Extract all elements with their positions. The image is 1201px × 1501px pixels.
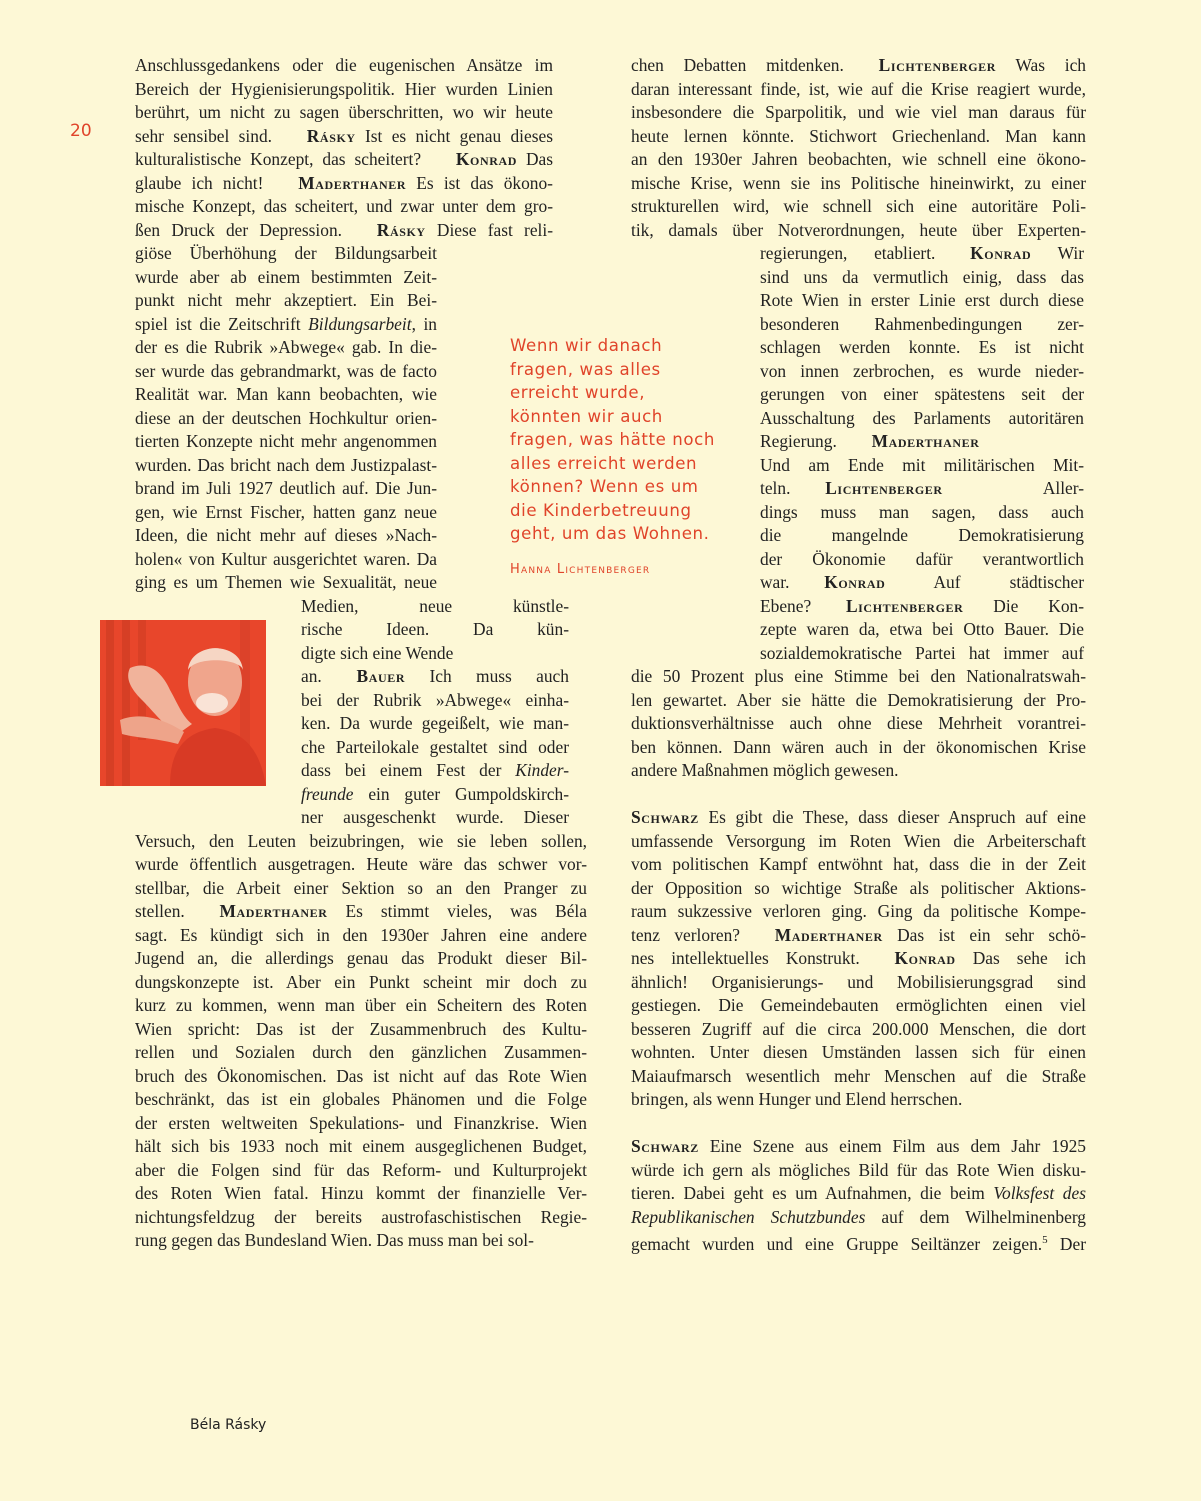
- line-text: der Ökonomie dafür verantwortlich: [760, 548, 1084, 569]
- text-line: [301, 595, 569, 619]
- text-line: [631, 689, 1086, 713]
- line-text: besonderen Rahmenbedingungen zer-: [760, 313, 1084, 334]
- line-text: von innen zerbrochen, es wurde nieder-: [760, 360, 1084, 381]
- line-text: che Parteilokale gestaltet sind oder: [301, 736, 569, 757]
- text-line: [301, 759, 569, 783]
- line-text: diese an der deutschen Hochkultur orien-: [135, 407, 437, 428]
- text-line: [135, 266, 437, 290]
- line-text-rest: Diese fast reli-: [436, 219, 553, 240]
- line-text: hält sich bis 1933 noch mit einem ausgeglichenen Budget,: [135, 1136, 587, 1156]
- line-text-rest: Aller-: [1042, 478, 1084, 498]
- text-line: [135, 830, 587, 854]
- line-text: rung gegen das Bundesland Wien. Das muss man bei sol-: [135, 1230, 534, 1250]
- line-text: Anschlussgedankens oder die eugenischen Ansätze im: [135, 55, 553, 75]
- text-line: [760, 595, 1084, 619]
- line-text: tieren. Dabei geht es um Aufnahmen, die beim: [631, 1183, 994, 1203]
- text-line: [135, 1065, 587, 1089]
- text-line: [135, 101, 553, 125]
- line-text: zepte waren da, etwa bei Otto Bauer. Die: [760, 619, 1084, 639]
- line-text: len gewartet. Aber sie hätte die Demokratisierung der Pro-: [631, 689, 1086, 710]
- quote-line: könnten wir auch: [510, 406, 663, 426]
- speaker-name: Konrad: [455, 149, 518, 169]
- line-text: sehr sensibel sind.: [135, 125, 272, 146]
- text-line: [631, 830, 1086, 854]
- text-line: [631, 1065, 1086, 1089]
- line-text: wurden. Das bricht nach dem Justizpalast-: [135, 454, 437, 475]
- line-text: stellbar, die Arbeit einer Sektion so an den Pranger zu: [135, 877, 587, 898]
- text-line: [135, 900, 587, 924]
- text-line: [631, 172, 1086, 196]
- line-text: Bereich der Hygienisierungspolitik. Hier wurden Linien: [135, 78, 553, 99]
- line-text: andere Maßnahmen möglich gewesen.: [631, 760, 899, 780]
- line-text: ken. Da wurde gegeißelt, wie man-: [301, 713, 569, 733]
- line-text: vom politischen Kampf entwöhnt hat, dass die in der Zeit: [631, 854, 1086, 874]
- text-line: [631, 148, 1086, 172]
- line-text: bruch des Ökonomischen. Das ist nicht auf das Rote Wien: [135, 1065, 587, 1086]
- line-text-rest: Eine Szene aus einem Film aus dem Jahr 1925: [709, 1136, 1086, 1156]
- text-line: [135, 383, 437, 407]
- speaker-name: Schwarz: [631, 1136, 699, 1156]
- text-line: [631, 195, 1086, 219]
- line-text-rest: auf dem Wilhelminenberg: [865, 1206, 1086, 1227]
- speaker-name: Maderthaner: [774, 924, 883, 945]
- line-text-rest: Es gibt die These, dass dieser Anspruch auf eine: [708, 807, 1086, 827]
- line-text: ser wurde das gebrandmarkt, was de facto: [135, 360, 437, 381]
- line-text: an den 1930er Jahren beobachten, wie schnell eine ökono-: [631, 149, 1086, 169]
- text-line: [135, 454, 437, 478]
- text-line: [301, 665, 569, 689]
- text-line: [631, 877, 1086, 901]
- line-text: spiel ist die Zeitschrift: [135, 313, 309, 334]
- speaker-name: Lichtenberger: [878, 55, 997, 75]
- text-line: [760, 642, 1084, 666]
- text-line: [631, 736, 1086, 760]
- line-text: heute lernen könnte. Stichwort Griechenland. Man kann: [631, 125, 1086, 146]
- text-line: [631, 947, 1086, 971]
- line-text: regierungen, etabliert.: [760, 243, 936, 263]
- line-text: holen« von Kultur ausgerichtet waren. Da: [135, 548, 437, 569]
- line-text: würde ich gern als mögliches Bild für das Rote Wien disku-: [631, 1159, 1086, 1180]
- pull-quote-author: Hanna Lichtenberger: [510, 562, 651, 577]
- line-text: gen, wie Ernst Fischer, hatten ganz neue: [135, 501, 437, 522]
- text-line: [760, 407, 1084, 431]
- text-line: [135, 501, 437, 525]
- text-line: [135, 195, 553, 219]
- line-text: duktionsverhältnisse auch ohne diese Mehrheit vorantrei-: [631, 713, 1086, 733]
- line-text: Medien, neue künstle-: [301, 595, 569, 616]
- pull-quote: [510, 334, 720, 546]
- line-text: gemacht wurden und eine Gruppe Seiltänzer zeigen.: [631, 1233, 1043, 1254]
- line-text: wurde aber ab einem bestimmten Zeit-: [135, 266, 437, 287]
- line-text: Und am Ende mit militärischen Mit-: [760, 454, 1084, 475]
- line-text-rest: Das sehe ich: [972, 948, 1087, 968]
- italic-title: Bildungsarbeit: [308, 313, 412, 334]
- text-line: [135, 1182, 587, 1206]
- text-line: [631, 1159, 1086, 1183]
- text-line: [135, 947, 587, 971]
- italic-title: freunde: [301, 783, 354, 804]
- text-line: [135, 877, 587, 901]
- line-text: Jugend an, die allerdings genau das Produkt dieser Bil-: [135, 948, 587, 968]
- line-text: bringen, als wenn Hunger und Elend herrschen.: [631, 1089, 963, 1109]
- quote-line: alles erreicht werden: [510, 453, 698, 473]
- line-text: beschränkt, das ist ein globales Phänomen und die Folge: [135, 1089, 587, 1109]
- speaker-name: Lichtenberger: [845, 595, 964, 616]
- text-line: [631, 1182, 1086, 1206]
- text-line: [135, 1229, 587, 1253]
- text-line: [760, 266, 1084, 290]
- line-text: die 50 Prozent plus eine Stimme bei den Nationalratswah-: [631, 666, 1086, 686]
- text-line: [760, 313, 1084, 337]
- footnote-ref: 5: [1042, 1234, 1048, 1246]
- line-text: ging es um Themen wie Sexualität, neue: [135, 572, 437, 592]
- text-line: [135, 548, 437, 572]
- line-text: dungskonzepte ist. Aber ein Punkt scheint mir doch zu: [135, 971, 587, 992]
- text-line: [760, 571, 1084, 595]
- portrait-illustration: [100, 620, 266, 786]
- text-line: [631, 1041, 1086, 1065]
- line-text: insbesondere die Sparpolitik, und wie viel man daraus für: [631, 102, 1086, 122]
- line-text: Rote Wien in erster Linie erst durch diese: [760, 290, 1084, 310]
- text-line: [135, 125, 553, 149]
- page-number: 20: [70, 121, 92, 141]
- text-line: [760, 548, 1084, 572]
- line-text: kulturalistische Konzept, das scheitert?: [135, 149, 422, 169]
- line-text: brand im Juli 1927 deutlich auf. Die Jun-: [135, 478, 437, 498]
- text-line: [135, 360, 437, 384]
- line-text-rest: Es stimmt vieles, was Béla: [345, 901, 587, 921]
- line-text: sagt. Es kündigt sich in den 1930er Jahren eine andere: [135, 924, 587, 945]
- line-text-rest: Das: [525, 149, 553, 169]
- quote-line: geht, um das Wohnen.: [510, 524, 710, 543]
- line-text: sind uns da vermutlich einig, dass das: [760, 266, 1084, 287]
- line-text-rest: Ist es nicht genau dieses: [365, 125, 553, 146]
- text-line: [631, 1088, 1086, 1112]
- line-text: rellen und Sozialen durch den gänzlichen Zusammen-: [135, 1042, 587, 1062]
- line-text: teln.: [760, 478, 791, 498]
- line-text-rest: Der: [1047, 1233, 1086, 1254]
- text-line: [760, 454, 1084, 478]
- text-line: [760, 360, 1084, 384]
- line-text: sozialdemokratische Partei hat immer auf: [760, 642, 1084, 663]
- text-line: [760, 501, 1084, 525]
- text-line: [631, 54, 1086, 78]
- text-line: [631, 759, 1086, 783]
- text-line: [631, 900, 1086, 924]
- quote-line: fragen, was hätte noch: [510, 430, 715, 449]
- speaker-name: Konrad: [970, 243, 1032, 263]
- text-line: [135, 430, 437, 454]
- line-text: tenz verloren?: [631, 924, 740, 945]
- line-text: glaube ich nicht!: [135, 172, 264, 193]
- text-line: [760, 383, 1084, 407]
- speaker-name: Maderthaner: [298, 172, 407, 193]
- line-text: gestiegen. Die Gemeindebauten ermöglichten einen viel: [631, 995, 1086, 1015]
- line-text: die mangelnde Demokratisierung: [760, 525, 1084, 545]
- text-line: [135, 477, 437, 501]
- italic-title: Volksfest des: [993, 1183, 1086, 1203]
- line-text: bei der Rubrik »Abwege« einha-: [301, 689, 569, 710]
- text-line: [135, 1159, 587, 1183]
- text-line: [135, 1088, 587, 1112]
- text-line: [760, 336, 1084, 360]
- quote-line: können? Wenn es um: [510, 477, 699, 496]
- line-text: mische Krise, wenn sie ins Politische hineinwirkt, zu einer: [631, 172, 1086, 193]
- line-text: chen Debatten mitdenken.: [631, 55, 844, 75]
- text-line: [301, 642, 569, 666]
- text-line: [135, 1041, 587, 1065]
- text-line: [631, 219, 1086, 243]
- text-line: [631, 853, 1086, 877]
- text-line: [135, 148, 553, 172]
- line-text: besseren Zugriff auf die circa 200.000 Menschen, die dort: [631, 1018, 1086, 1039]
- line-text: Wien spricht: Das ist der Zusammenbruch des Kultu-: [135, 1018, 587, 1039]
- line-text: nichtungsfeldzug der bereits austrofaschistischen Regie-: [135, 1206, 587, 1227]
- line-text: kurz zu kommen, wenn man über ein Scheitern des Roten: [135, 995, 587, 1015]
- speaker-name: Rásky: [306, 125, 356, 146]
- italic-title: Republikanischen Schutzbundes: [631, 1206, 866, 1227]
- text-line: [631, 924, 1086, 948]
- line-text: ben können. Dann wären auch in der ökonomischen Krise: [631, 736, 1086, 757]
- line-text: Regierung.: [760, 431, 837, 451]
- line-text-rest: Das ist ein sehr schö-: [897, 924, 1086, 945]
- quote-line: erreicht wurde,: [510, 383, 646, 402]
- text-line: [135, 289, 437, 313]
- line-text: berührt, um nicht zu sagen überschritten, wo wir heute: [135, 102, 553, 122]
- text-line: [631, 712, 1086, 736]
- line-text: digte sich eine Wende: [301, 642, 454, 663]
- line-text-rest: Auf städtischer: [933, 572, 1084, 592]
- speaker-name: Konrad: [894, 948, 956, 968]
- line-text: tik, damals über Notverordnungen, heute über Experten-: [631, 219, 1086, 240]
- line-text: an.: [301, 666, 322, 686]
- text-line: [135, 219, 553, 243]
- line-text: war.: [760, 572, 790, 592]
- line-text: giöse Überhöhung der Bildungsarbeit: [135, 243, 437, 263]
- quote-line: fragen, was alles: [510, 359, 661, 379]
- speaker-name: Bauer: [356, 666, 406, 686]
- text-line: [760, 430, 1084, 454]
- portrait-photo: [100, 620, 266, 786]
- speaker-name: Rásky: [376, 219, 426, 240]
- text-line: [135, 1018, 587, 1042]
- line-text: des Roten Wien fatal. Hinzu kommt der finanzielle Ver-: [135, 1183, 587, 1203]
- text-line: [631, 125, 1086, 149]
- line-text: dings muss man sagen, dass auch: [760, 501, 1084, 522]
- speaker-name: Konrad: [824, 572, 886, 592]
- line-text: wohnten. Unter diesen Umständen lassen sich für einen: [631, 1042, 1086, 1062]
- line-text: strukturellen wird, wie schnell sich eine autoritäre Poli-: [631, 196, 1086, 216]
- line-text: Maiaufmarsch wesentlich mehr Menschen auf die Straße: [631, 1065, 1086, 1086]
- line-text: dass bei einem Fest der: [301, 760, 516, 780]
- line-text: aber die Folgen sind für das Reform- und Kulturprojekt: [135, 1159, 587, 1180]
- text-line: [631, 971, 1086, 995]
- text-line: [760, 618, 1084, 642]
- italic-title: Kinder-: [515, 760, 569, 780]
- text-line: [135, 853, 587, 877]
- line-text: Realität war. Man kann beobachten, wie: [135, 384, 437, 404]
- line-text: daran interessant finde, ist, wie auf die Krise reagiert wurde,: [631, 78, 1086, 99]
- text-line: [631, 1229, 1086, 1253]
- text-line: [301, 806, 569, 830]
- line-text: wurde öffentlich ausgetragen. Heute wäre das schwer vor-: [135, 854, 587, 874]
- line-text-rest: Es ist das ökono-: [416, 172, 553, 193]
- speaker-name: Maderthaner: [871, 431, 980, 451]
- text-line: [301, 736, 569, 760]
- text-line: [135, 1135, 587, 1159]
- line-text: mische Konzept, das scheitert, und zwar unter dem gro-: [135, 196, 553, 216]
- line-text: schlagen werden konnte. Es ist nicht: [760, 337, 1084, 357]
- text-line: [631, 101, 1086, 125]
- text-line: [135, 1112, 587, 1136]
- line-text-rest: Was ich: [1015, 55, 1086, 75]
- line-text: ßen Druck der Depression.: [135, 219, 342, 240]
- text-line: [301, 712, 569, 736]
- text-line: [631, 806, 1086, 830]
- line-text: umfassende Versorgung im Roten Wien die Arbeiterschaft: [631, 830, 1086, 851]
- text-line: [135, 571, 437, 595]
- text-line: [135, 172, 553, 196]
- text-line: [301, 783, 569, 807]
- speaker-name: Maderthaner: [219, 901, 328, 921]
- text-line: [631, 665, 1086, 689]
- text-line: [301, 618, 569, 642]
- line-text: Versuch, den Leuten beizubringen, wie sie leben sollen,: [135, 830, 587, 851]
- line-text: punkt nicht mehr akzeptiert. Ein Bei-: [135, 290, 437, 310]
- text-line: [135, 313, 437, 337]
- text-line: [135, 1206, 587, 1230]
- line-text: nes intellektuelles Konstrukt.: [631, 948, 860, 968]
- text-line: [301, 689, 569, 713]
- text-line: [135, 336, 437, 360]
- speaker-name: Lichtenberger: [825, 478, 943, 498]
- line-text: ner ausgeschenkt wurde. Dieser: [301, 807, 569, 827]
- line-text: tierten Konzepte nicht mehr angenommen: [135, 431, 437, 451]
- text-line: [760, 477, 1084, 501]
- text-line: [631, 78, 1086, 102]
- line-text-rest: Ich muss auch: [429, 666, 569, 686]
- line-text: gerungen von einer spätestens seit der: [760, 384, 1084, 404]
- text-line: [135, 524, 437, 548]
- text-line: [135, 242, 437, 266]
- line-text-rest: Die Kon-: [993, 595, 1084, 616]
- text-line: [135, 78, 553, 102]
- line-text: der ersten weltweiten Spekulations- und Finanzkrise. Wien: [135, 1112, 587, 1133]
- quote-line: die Kinderbetreuung: [510, 500, 692, 520]
- line-text: Ideen, die nicht mehr auf dieses »Nach-: [135, 525, 437, 545]
- text-line: [135, 924, 587, 948]
- text-line: [631, 1206, 1086, 1230]
- line-text: der Opposition so wichtige Straße als politischer Aktions-: [631, 877, 1086, 898]
- line-text: stellen.: [135, 901, 185, 921]
- text-line: [760, 289, 1084, 313]
- speaker-name: Schwarz: [631, 807, 699, 827]
- line-text-rest: Wir: [1057, 243, 1084, 263]
- footer-author: Béla Rásky: [190, 1417, 267, 1433]
- text-line: [760, 242, 1084, 266]
- line-text: rische Ideen. Da kün-: [301, 619, 569, 639]
- text-line: [631, 994, 1086, 1018]
- line-text: der es die Rubrik »Abwege« gab. In die-: [135, 337, 437, 357]
- quote-line: Wenn wir danach: [510, 336, 663, 355]
- text-line: [760, 524, 1084, 548]
- text-line: [631, 1135, 1086, 1159]
- line-text-rest: , in: [411, 313, 437, 334]
- text-line: [631, 1018, 1086, 1042]
- line-text: raum sukzessive verloren ging. Ging da politische Kompe-: [631, 901, 1086, 921]
- line-text-rest: ein guter Gumpoldskirch-: [353, 783, 569, 804]
- line-text: Ausschaltung des Parlaments autoritären: [760, 407, 1084, 428]
- line-text: Ebene?: [760, 595, 812, 616]
- text-line: [135, 54, 553, 78]
- text-line: [135, 971, 587, 995]
- text-line: [135, 407, 437, 431]
- text-line: [135, 994, 587, 1018]
- line-text: ähnlich! Organisierungs- und Mobilisierungsgrad sind: [631, 971, 1086, 992]
